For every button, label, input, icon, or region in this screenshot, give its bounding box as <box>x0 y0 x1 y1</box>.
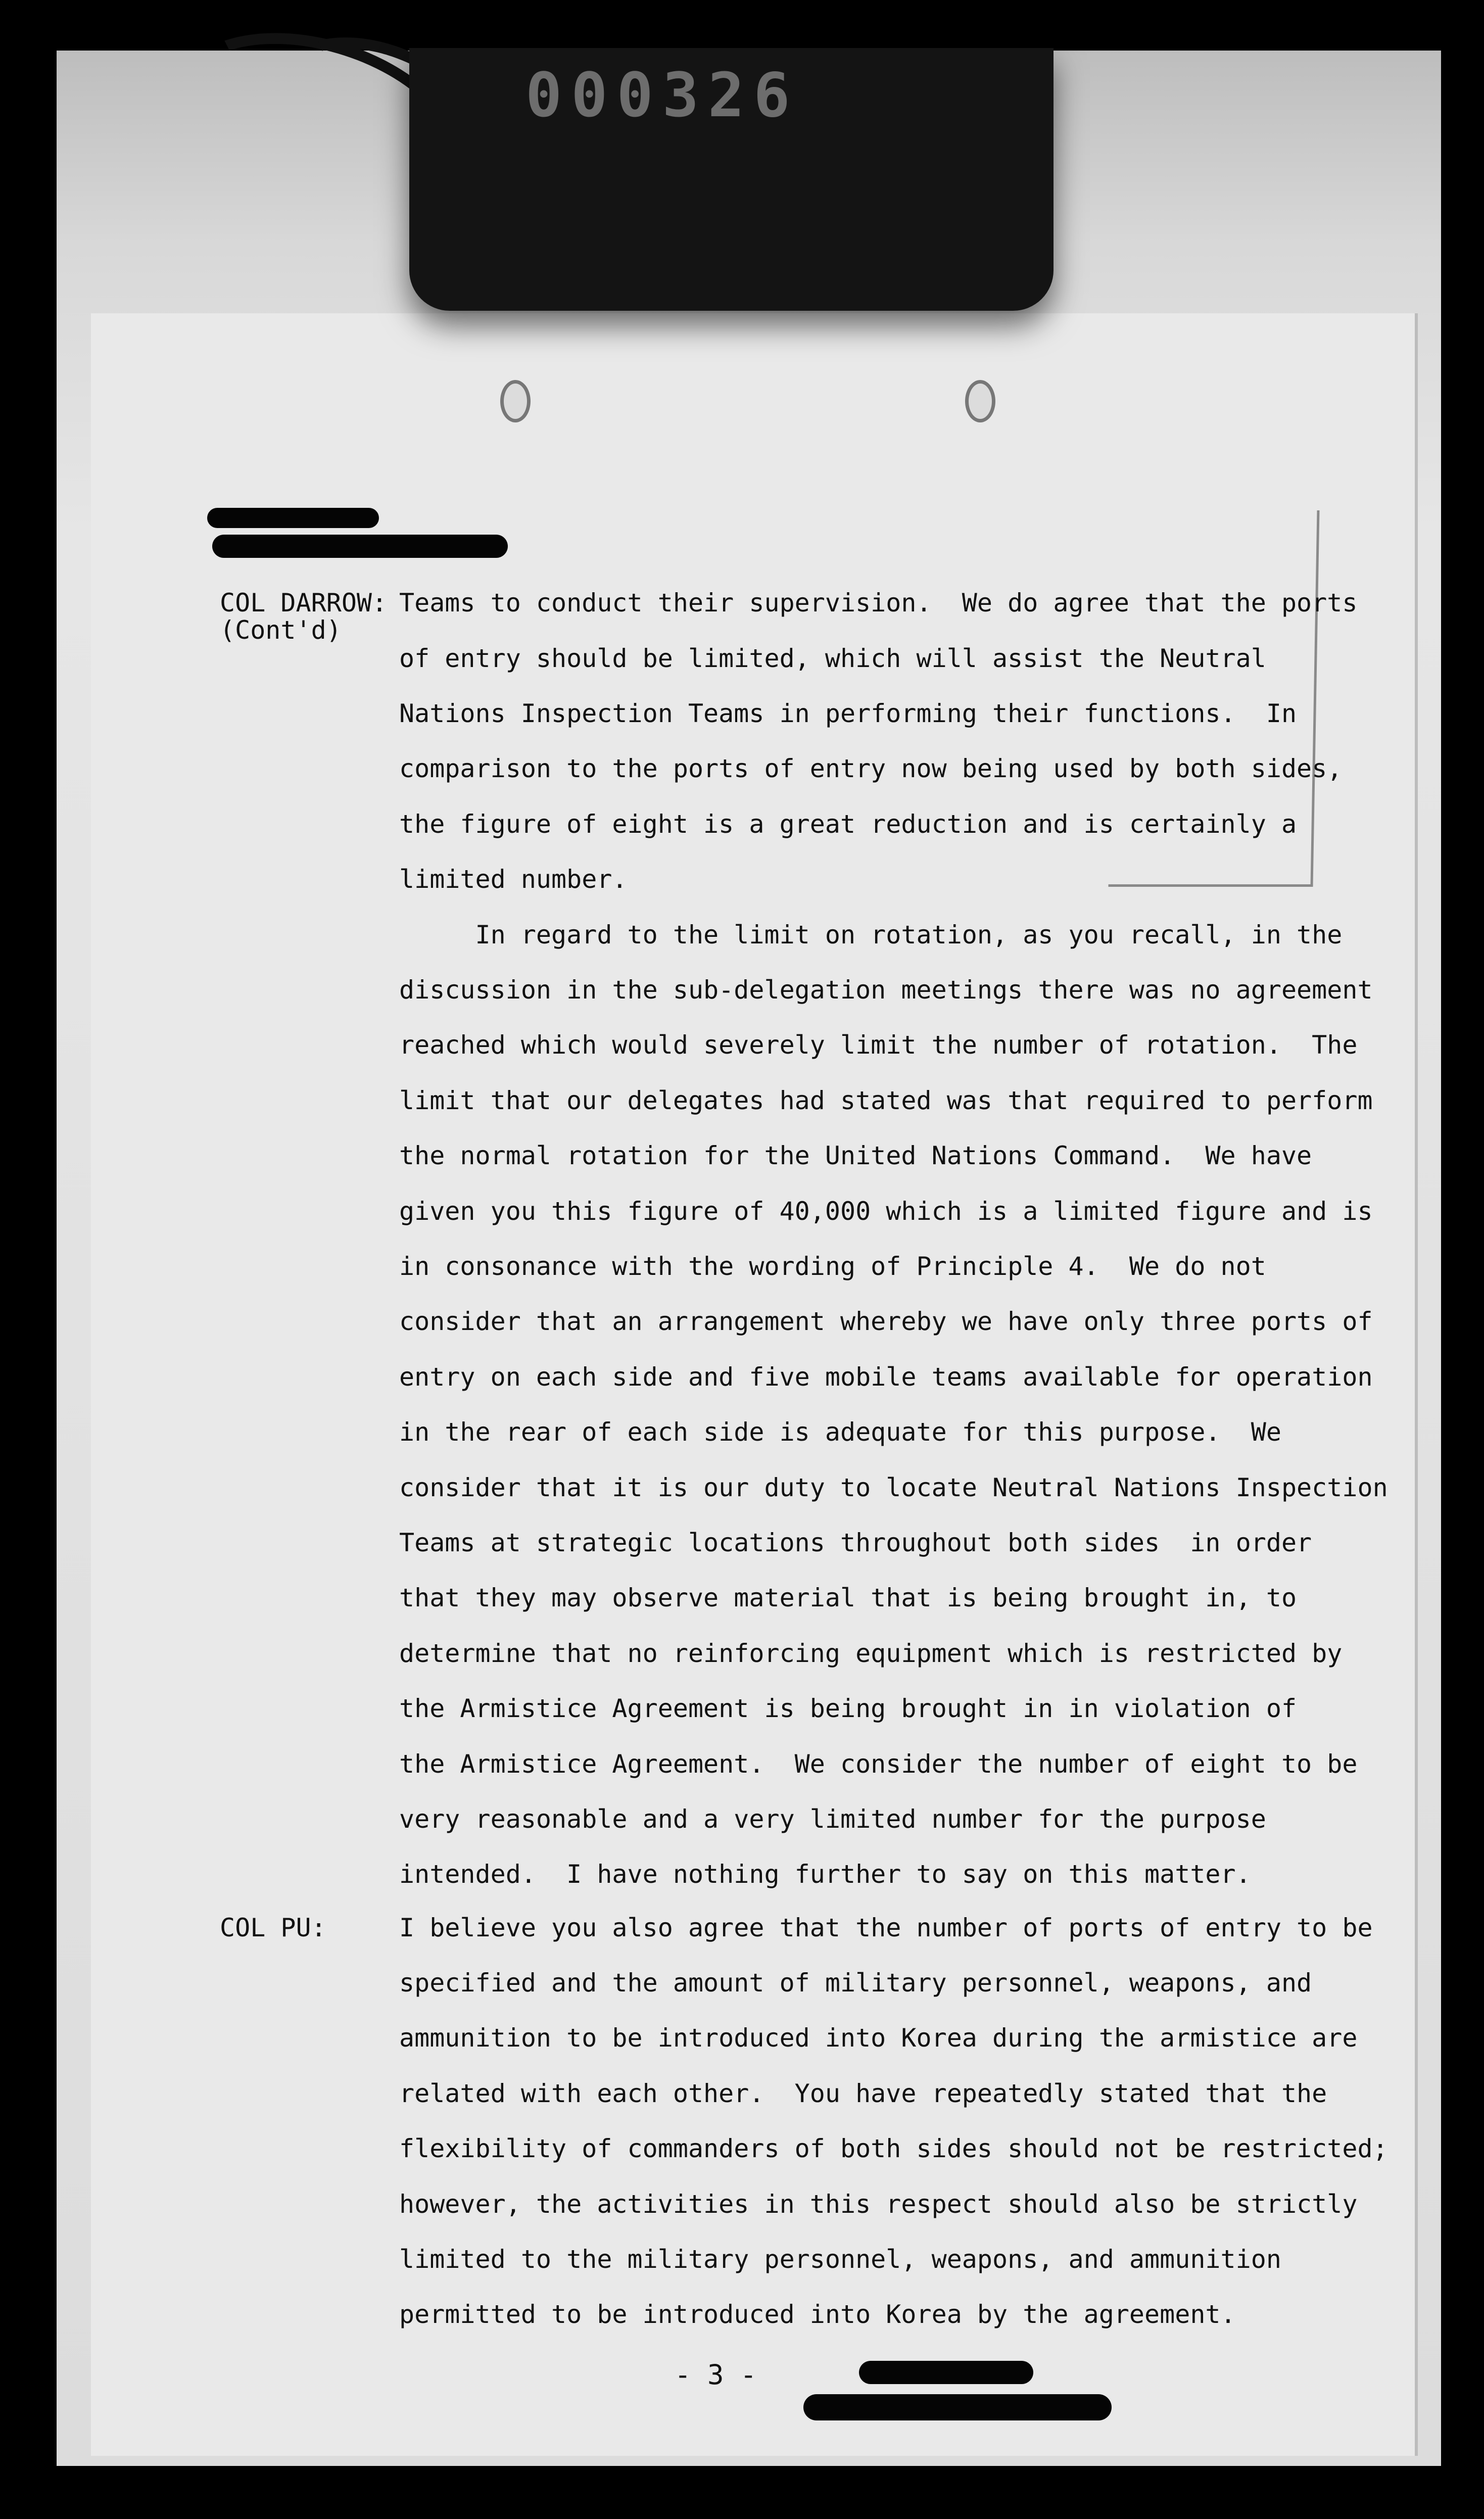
transcript-line: entry on each side and five mobile teams available for operation <box>399 1362 1373 1392</box>
transcript-line: discussion in the sub-delegation meetings there was no agreement <box>399 975 1373 1005</box>
transcript-line: ammunition to be introduced into Korea during the armistice are <box>399 2023 1358 2053</box>
transcript-line: in the rear of each side is adequate for this purpose. We <box>399 1417 1281 1447</box>
transcript-line: in consonance with the wording of Principle 4. We do not <box>399 1252 1266 1281</box>
transcript-line: In regard to the limit on rotation, as you recall, in the <box>399 920 1343 949</box>
transcript-line: consider that it is our duty to locate Neutral Nations Inspection <box>399 1473 1388 1502</box>
transcript-line: the normal rotation for the United Nations Command. We have <box>399 1141 1312 1170</box>
transcript-line: Teams to conduct their supervision. We do agree that the ports <box>399 588 1358 617</box>
transcript-line: limited to the military personnel, weapons, and ammunition <box>399 2245 1281 2274</box>
transcript-line: Teams at strategic locations throughout both sides in order <box>399 1528 1312 1557</box>
transcript-line: very reasonable and a very limited number for the purpose <box>399 1804 1266 1834</box>
transcript-line: comparison to the ports of entry now being used by both sides, <box>399 754 1343 783</box>
transcript-line: Nations Inspection Teams in performing their functions. In <box>399 699 1297 728</box>
transcript-line: reached which would severely limit the number of rotation. The <box>399 1030 1358 1060</box>
transcript-line: permitted to be introduced into Korea by the agreement. <box>399 2300 1236 2329</box>
speaker-continued: (Cont'd) <box>220 615 342 645</box>
transcript-line: that they may observe material that is being brought in, to <box>399 1583 1297 1612</box>
speaker-label: COL DARROW: <box>220 588 388 617</box>
transcript-line: the Armistice Agreement is being brought in in violation of <box>399 1694 1297 1723</box>
transcript-line: of entry should be limited, which will assist the Neutral <box>399 644 1266 673</box>
redaction-bar <box>803 2394 1112 2420</box>
frame-counter-number: 000326 <box>525 61 799 131</box>
transcript-line: I believe you also agree that the number of ports of entry to be <box>399 1913 1373 1942</box>
transcript-line: intended. I have nothing further to say on this matter. <box>399 1860 1251 1889</box>
transcript-line: limit that our delegates had stated was that required to perform <box>399 1086 1373 1115</box>
transcript-line: determine that no reinforcing equipment which is restricted by <box>399 1639 1343 1668</box>
transcript-line: flexibility of commanders of both sides should not be restricted; <box>399 2134 1388 2163</box>
transcript-line: the Armistice Agreement. We consider the number of eight to be <box>399 1749 1358 1779</box>
transcript-line: specified and the amount of military personnel, weapons, and <box>399 1968 1312 1998</box>
transcript-line: however, the activities in this respect should also be strictly <box>399 2190 1358 2219</box>
transcript-line: consider that an arrangement whereby we have only three ports of <box>399 1307 1373 1336</box>
page-number: - 3 - <box>675 2359 757 2391</box>
speaker-label: COL PU: <box>220 1913 326 1942</box>
transcript-line: limited number. <box>399 865 628 894</box>
transcript-line: the figure of eight is a great reduction and is certainly a <box>399 810 1297 839</box>
transcript-line: given you this figure of 40,000 which is a limited figure and is <box>399 1197 1373 1226</box>
redaction-bar <box>859 2361 1033 2384</box>
transcript-line: related with each other. You have repeatedly stated that the <box>399 2079 1327 2108</box>
